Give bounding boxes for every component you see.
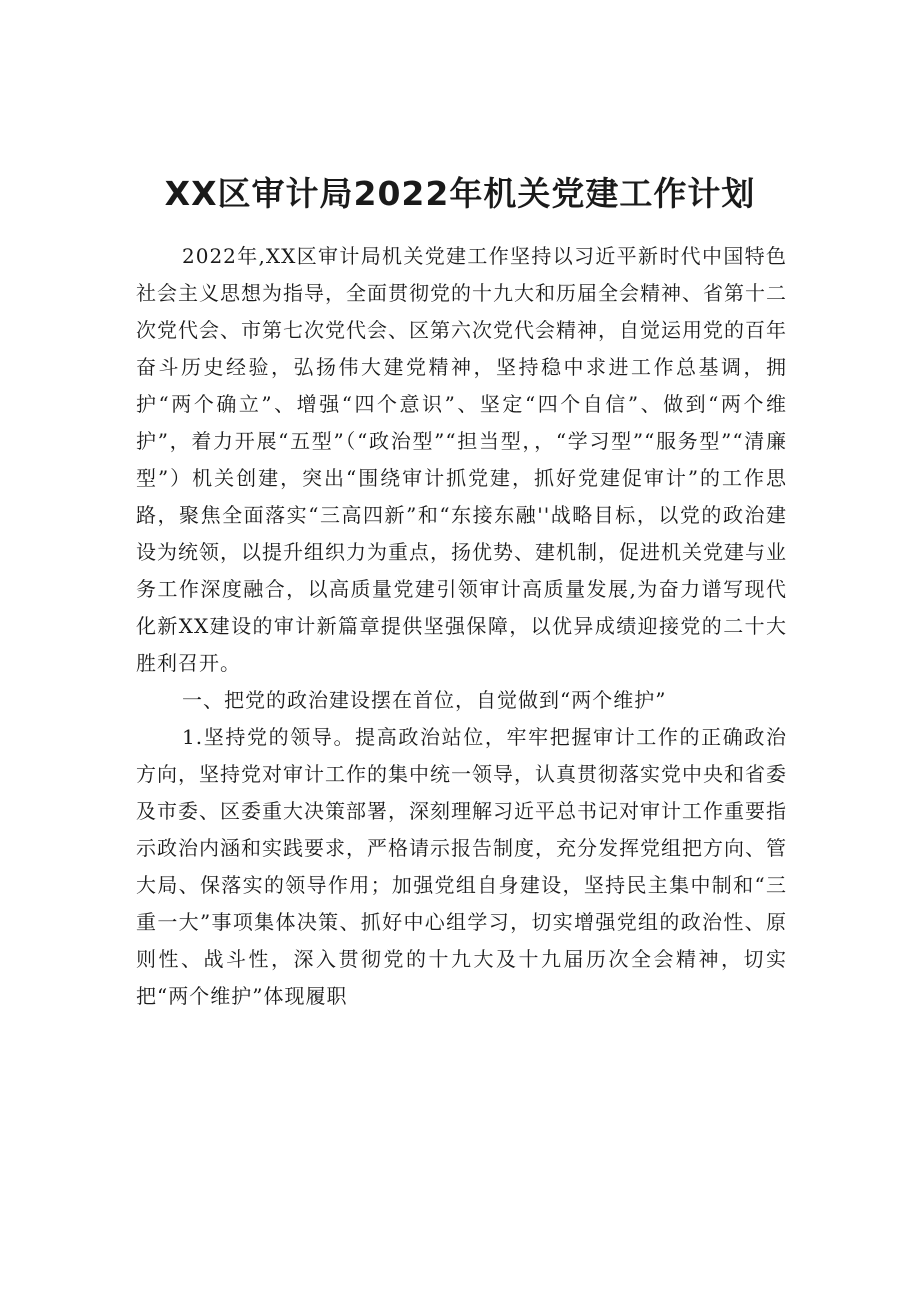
document-title: XX区审计局2022年机关党建工作计划 [164, 174, 756, 213]
intro-paragraph: 2022年,XX区审计局机关党建工作坚持以习近平新时代中国特色社会主义思想为指导，全面贯彻党的十九大和历届全会精神、省第十二次党代会、市第七次党代会、区第六次党代会精神，自觉运用党的百年奋斗历史经验，弘扬伟大建党精神，坚持稳中求进工作总基调，拥护“两个确立”、增强“四个意识”、坚定“四个自信”、做到“两个维护”，着力开展“五型”（“政治型”“担当型，，“学习型”“服务型”“清廉型”）机关创建，突出“围绕审计抓党建，抓好党建促审计”的工作思路，聚焦全面落实“三高四新”和“东接东融''战略目标，以党的政治建设为统领，以提升组织力为重点，扬优势、建机制，促进机关党建与业务工作深度融合，以高质量党建引领审计高质量发展,为奋力谱写现代化新XX建设的审计新篇章提供坚强保障，以优异成绩迎接党的二十大胜利召开。 [136, 244, 787, 675]
item-paragraph-1: 1.坚持党的领导。提高政治站位，牢牢把握审计工作的正确政治方向，坚持党对审计工作的集中统一领导，认真贯彻落实党中央和省委及市委、区委重大决策部署，深刻理解习近平总书记对审计工作重要指示政治内涵和实践要求，严格请示报告制度，充分发挥党组把方向、管大局、保落实的领导作用；加强党组自身建设，坚持民主集中制和“三重一大”事项集体决策、抓好中心组学习，切实增强党组的政治性、原则性、战斗性，深入贯彻党的十九大及十九届历次全会精神，切实把“两个维护”体现履职 [136, 725, 787, 1008]
section-heading-1: 一、把党的政治建设摆在首位，自觉做到“两个维护” [182, 688, 667, 712]
document-body [136, 238, 787, 1015]
